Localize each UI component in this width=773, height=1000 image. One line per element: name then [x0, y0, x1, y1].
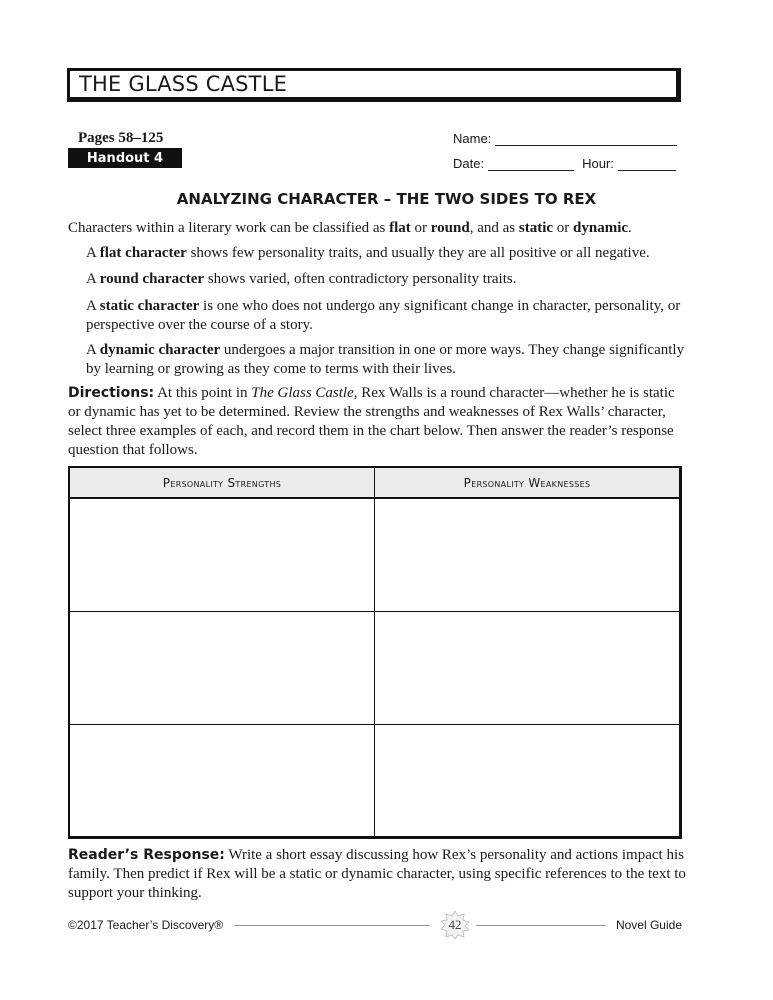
weakness-cell-1[interactable] [375, 499, 679, 611]
book-title: The Glass Castle [251, 385, 354, 401]
name-line[interactable] [495, 132, 677, 146]
intro-text: , and as [469, 220, 519, 236]
name-field[interactable] [453, 131, 677, 146]
readers-response-paragraph [68, 846, 688, 903]
pages-range: Pages 58–125 [78, 130, 164, 146]
definition-flat [86, 244, 686, 263]
date-label: Date: [453, 156, 485, 171]
weakness-cell-3[interactable] [375, 725, 679, 837]
weakness-cell-2[interactable] [375, 612, 679, 724]
footer [68, 914, 682, 938]
novel-guide-text: Novel Guide [615, 918, 682, 932]
definition-text: shows few personality traits, and usually they are all positive or all negative. [186, 245, 650, 261]
intro-text: . [628, 220, 632, 236]
definition-pre: A [86, 271, 100, 287]
intro-paragraph [68, 219, 708, 238]
directions-text: , Rex Walls is a round character—whether he is static or dynamic has yet to be determined. Review the strengths and weaknesses of Rex Walls’ character, select three examples of each, and record them in the chart below. Then answer the reader’s response question that follows. [68, 385, 675, 458]
term-round: round [430, 220, 470, 236]
response-label: Reader’s Response: [68, 847, 225, 863]
intro-text: or [553, 220, 574, 236]
date-hour-fields [453, 156, 676, 171]
name-label: Name: [453, 131, 492, 146]
handout-badge: Handout 4 [68, 148, 182, 168]
copyright-text: ©2017 Teacher’s Discovery® [68, 918, 224, 932]
term-static: static [518, 220, 554, 236]
definition-static [86, 297, 686, 335]
strength-cell-1[interactable] [70, 499, 375, 611]
page-title: THE GLASS CASTLE [79, 72, 288, 96]
definition-term: flat character [99, 245, 187, 261]
strength-cell-3[interactable] [70, 725, 375, 837]
date-line[interactable] [488, 157, 574, 171]
definition-text: undergoes a major transition in one or more ways. They change significantly by learning or growing as they come to terms with their lives. [86, 342, 685, 377]
footer-rule-left [234, 925, 430, 926]
definition-term: static character [99, 298, 200, 314]
column-header-strengths: Personality Strengths [70, 468, 375, 497]
intro-text: Characters within a literary work can be classified as [68, 220, 390, 236]
definition-pre: A [86, 298, 100, 314]
chart-row [70, 612, 679, 725]
term-dynamic: dynamic [573, 220, 629, 236]
definition-round [86, 270, 686, 289]
definition-text: is one who does not undergo any significant change in character, personality, or perspective over the course of a story. [86, 298, 681, 333]
strengths-weaknesses-chart [68, 466, 682, 839]
page-number-badge [440, 910, 470, 940]
response-text: Write a short essay discussing how Rex’s personality and actions impact his family. Then predict if Rex will be a static or dynamic character, using specific references to the text to support your thinking. [68, 847, 686, 901]
directions-paragraph [68, 384, 688, 460]
footer-rule-right [476, 925, 606, 926]
definition-text: shows varied, often contradictory personality traits. [204, 271, 517, 287]
chart-row [70, 499, 679, 612]
definition-dynamic [86, 341, 686, 379]
title-box [67, 68, 681, 102]
strength-cell-2[interactable] [70, 612, 375, 724]
hour-label: Hour: [582, 156, 614, 171]
directions-text: At this point in [154, 385, 252, 401]
column-header-weaknesses: Personality Weaknesses [463, 475, 591, 490]
section-heading: ANALYZING CHARACTER – THE TWO SIDES TO REX [176, 190, 597, 208]
definition-term: round character [99, 271, 205, 287]
page-number: 42 [448, 917, 462, 932]
chart-header [70, 468, 679, 499]
definition-pre: A [86, 342, 100, 358]
chart-row [70, 725, 679, 837]
term-flat: flat [389, 220, 411, 236]
hour-line[interactable] [618, 157, 676, 171]
intro-text: or [410, 220, 431, 236]
directions-label: Directions: [68, 385, 155, 401]
definition-term: dynamic character [99, 342, 221, 358]
definition-pre: A [86, 245, 100, 261]
